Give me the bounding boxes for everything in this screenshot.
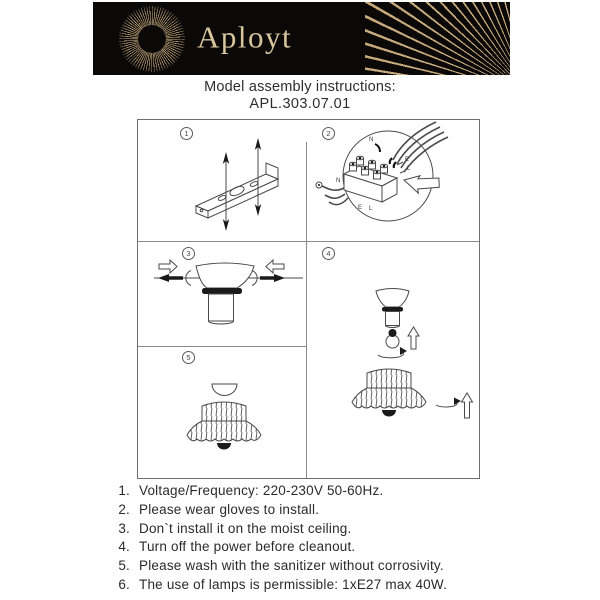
inward-arrow-icon	[159, 260, 177, 273]
rotate-arrow-icon	[378, 347, 407, 358]
svg-text:L: L	[369, 206, 373, 212]
step-4-badge: 4	[322, 247, 335, 260]
inward-arrow-icon	[266, 260, 284, 273]
pleated-shade	[187, 402, 261, 450]
step-2-badge: 2	[322, 127, 335, 140]
svg-text:E: E	[405, 157, 410, 163]
list-item	[104, 557, 544, 576]
brand-name: Aployt	[197, 19, 293, 55]
mounting-bracket-screws-icon	[138, 120, 306, 241]
assembled-lamp-icon	[138, 346, 306, 478]
terminal-block-wiring-icon	[306, 120, 479, 241]
item-number: 3.	[118, 520, 130, 536]
rotate-arrow-icon	[436, 398, 461, 408]
page-title: Model assembly instructions:	[204, 79, 396, 95]
item-text: Please wash with the sanitizer without corrosivity.	[139, 558, 444, 574]
item-text: Don`t install it on the moist ceiling.	[139, 520, 352, 536]
list-item	[104, 482, 544, 501]
assembly-diagram	[137, 119, 480, 479]
light-bulb-icon	[386, 329, 399, 348]
list-item	[104, 576, 544, 595]
starburst-icon	[119, 6, 185, 72]
push-arrow-icon	[402, 172, 441, 196]
item-text: Please wear gloves to install.	[139, 501, 320, 517]
bulb-and-shade-install-icon	[306, 241, 479, 478]
item-number: 4.	[118, 539, 130, 555]
canopy-dome	[212, 384, 237, 395]
fan-rays-icon	[365, 2, 510, 75]
item-number: 6.	[118, 576, 130, 592]
svg-text:N: N	[369, 137, 374, 143]
up-arrow-icon	[408, 327, 419, 349]
item-text: Voltage/Frequency: 220-230V 50-60Hz.	[139, 483, 384, 498]
canopy-cup	[376, 289, 409, 328]
svg-text:N: N	[336, 178, 341, 184]
pleated-shade	[352, 369, 426, 417]
item-number: 1.	[118, 483, 130, 498]
step-1-badge: 1	[180, 127, 193, 140]
instructions-list	[104, 482, 544, 595]
item-text: Turn off the power before cleanout.	[139, 539, 356, 555]
mounting-bracket	[196, 163, 278, 218]
list-item	[104, 538, 544, 557]
brand-banner	[93, 2, 510, 75]
up-arrow-icon	[462, 393, 473, 418]
step-5-badge: 5	[182, 351, 195, 364]
title-block	[0, 79, 600, 113]
step-3-badge: 3	[182, 247, 195, 260]
svg-text:E: E	[358, 205, 363, 211]
canopy-cup	[196, 263, 254, 324]
outgoing-wires	[316, 182, 348, 205]
svg-text:L: L	[407, 166, 411, 172]
item-number: 2.	[118, 501, 130, 517]
list-item	[104, 520, 544, 539]
item-number: 5.	[118, 558, 130, 574]
item-text: The use of lamps is permissible: 1xE27 max 40W.	[139, 576, 448, 592]
list-item	[104, 501, 544, 520]
side-screw-icon	[252, 271, 285, 286]
canopy-side-screws-icon	[138, 241, 306, 346]
model-code: APL.303.07.01	[249, 96, 351, 112]
side-screw-icon	[158, 271, 191, 286]
